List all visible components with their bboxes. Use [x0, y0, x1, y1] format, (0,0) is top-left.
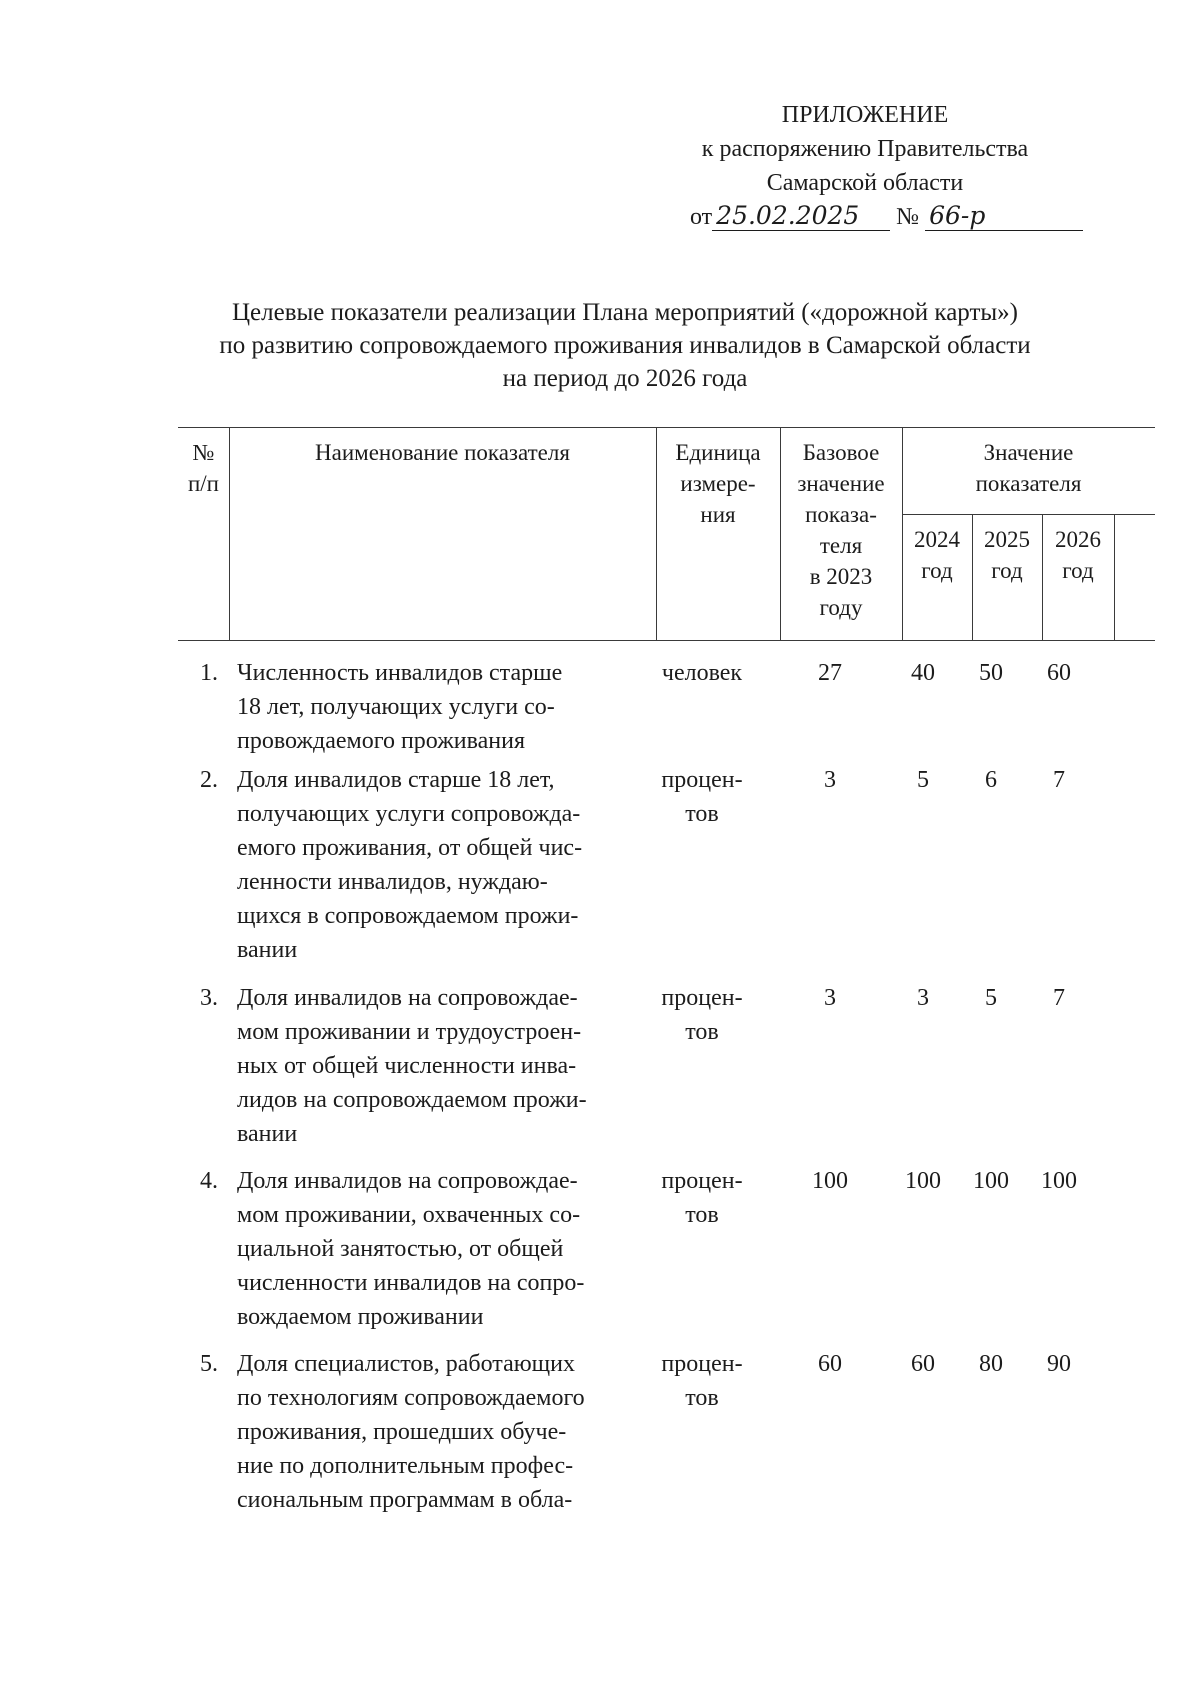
row-name-line: щихся в сопровождаемом прожи- [237, 903, 579, 929]
row-value-2024: 60 [911, 1351, 935, 1377]
row-name-line: Доля инвалидов на сопровождае- [237, 985, 578, 1011]
table-row [178, 981, 1155, 1164]
row-value-2025: 5 [985, 985, 997, 1011]
row-number: 3. [200, 985, 218, 1011]
table-body [178, 656, 1155, 1530]
row-unit-line: процен- [661, 767, 743, 793]
row-name-line: вождаемом проживании [237, 1304, 484, 1330]
row-value-2026: 100 [1041, 1168, 1077, 1194]
header-base-line-5: в 2023 [809, 564, 873, 589]
row-value-2024: 100 [905, 1168, 941, 1194]
row-unit-line: процен- [661, 1168, 743, 1194]
date-prefix: от [690, 204, 713, 230]
header-value-line-2: показателя [975, 471, 1082, 496]
row-indicator-name [237, 763, 637, 967]
header-value-line-1: Значение [983, 440, 1074, 465]
title-line-1: Целевые показатели реализации Плана мероприятий («дорожной карты») [231, 299, 1019, 326]
row-indicator-name [237, 656, 637, 758]
row-unit-line: тов [685, 801, 719, 827]
table-row [178, 1347, 1155, 1530]
row-base-value: 3 [824, 985, 836, 1011]
row-name-line: Доля инвалидов на сопровождае- [237, 1168, 578, 1194]
row-indicator-name [237, 981, 637, 1151]
row-name-line: лидов на сопровождаемом прожи- [237, 1087, 587, 1113]
header-year-2026-label: год [1062, 558, 1094, 583]
header-base-line-1: Базовое [802, 440, 880, 465]
row-number: 5. [200, 1351, 218, 1377]
row-value-2024: 5 [917, 767, 929, 793]
row-value-2026: 60 [1047, 660, 1071, 686]
row-indicator-name [237, 1164, 637, 1334]
row-unit-line: процен- [661, 1351, 743, 1377]
header-year-2025-number: 2025 [984, 527, 1030, 552]
attachment-line-1: к распоряжению Правительства [701, 136, 1029, 162]
row-value-2026: 90 [1047, 1351, 1071, 1377]
row-unit-line: тов [685, 1385, 719, 1411]
row-name-line: ние по дополнительным профес- [237, 1453, 574, 1479]
attachment-title: ПРИЛОЖЕНИЕ [781, 102, 949, 128]
table-row [178, 763, 1155, 981]
header-year-2025 [972, 524, 1042, 640]
attachment-block [640, 98, 1090, 234]
row-value-2026: 7 [1053, 767, 1065, 793]
row-name-line: численности инвалидов на сопро- [237, 1270, 585, 1296]
header-base-line-2: значение [797, 471, 885, 496]
header-unit-line-3: ния [700, 502, 736, 527]
row-name-line: проживания, прошедших обуче- [237, 1419, 567, 1445]
row-name-line: циальной занятостью, от общей [237, 1236, 564, 1262]
header-base [780, 428, 902, 640]
table-header [178, 427, 1155, 641]
header-year-2024-label: год [921, 558, 953, 583]
row-name-line: ных от общей численности инва- [237, 1053, 577, 1079]
row-name-line: получающих услуги сопровожда- [237, 801, 581, 827]
row-base-value: 27 [818, 660, 842, 686]
header-num-line-1: № [192, 440, 215, 465]
header-value-group [902, 428, 1155, 504]
row-value-2024: 40 [911, 660, 935, 686]
row-name-line: сиональным программам в обла- [237, 1487, 573, 1513]
handwritten-date: 25.02.2025 [712, 202, 890, 231]
row-value-2025: 80 [979, 1351, 1003, 1377]
row-unit-line: человек [661, 660, 743, 686]
row-unit-line: тов [685, 1019, 719, 1045]
row-name-line: вании [237, 1121, 298, 1147]
row-value-2026: 7 [1053, 985, 1065, 1011]
row-unit [638, 763, 766, 831]
row-unit [638, 981, 766, 1049]
header-base-line-4: теля [819, 533, 863, 558]
row-name-line: Доля специалистов, работающих [237, 1351, 575, 1377]
row-value-2025: 100 [973, 1168, 1009, 1194]
header-subdivider [902, 514, 1155, 515]
row-base-value: 60 [818, 1351, 842, 1377]
row-unit [638, 1347, 766, 1415]
row-base-value: 3 [824, 767, 836, 793]
header-unit [656, 428, 780, 640]
header-year-2024-number: 2024 [914, 527, 960, 552]
header-name [229, 428, 656, 640]
row-unit-line: процен- [661, 985, 743, 1011]
header-name-text: Наименование показателя [315, 440, 570, 465]
row-name-line: ленности инвалидов, нуждаю- [237, 869, 548, 895]
row-name-line: мом проживании и трудоустроен- [237, 1019, 582, 1045]
table-row [178, 656, 1155, 763]
row-name-line: мом проживании, охваченных со- [237, 1202, 581, 1228]
title-line-2: по развитию сопровождаемого проживания инвалидов в Самарской области [219, 332, 1031, 359]
header-divider [1114, 514, 1115, 640]
row-name-line: 18 лет, получающих услуги со- [237, 694, 555, 720]
document-title [150, 296, 1100, 395]
row-value-2025: 6 [985, 767, 997, 793]
row-number: 2. [200, 767, 218, 793]
attachment-date-line [640, 200, 1090, 234]
header-num-line-2: п/п [187, 471, 219, 496]
row-name-line: Доля инвалидов старше 18 лет, [237, 767, 555, 793]
title-line-3: на период до 2026 года [502, 365, 748, 392]
header-base-line-3: показа- [805, 502, 877, 527]
header-year-2026 [1042, 524, 1114, 640]
attachment-line-2: Самарской области [766, 170, 964, 196]
table-row [178, 1164, 1155, 1347]
row-unit [638, 656, 766, 690]
row-name-line: вании [237, 937, 298, 963]
row-indicator-name [237, 1347, 637, 1517]
header-unit-line-1: Единица [675, 440, 761, 465]
header-year-2024 [902, 524, 972, 640]
row-name-line: емого проживания, от общей чис- [237, 835, 583, 861]
header-base-line-6: году [819, 595, 863, 620]
row-base-value: 100 [812, 1168, 848, 1194]
row-name-line: провождаемого проживания [237, 728, 526, 754]
row-unit-line: тов [685, 1202, 719, 1228]
row-unit [638, 1164, 766, 1232]
header-unit-line-2: измере- [680, 471, 756, 496]
row-name-line: Численность инвалидов старше [237, 660, 563, 686]
row-number: 4. [200, 1168, 218, 1194]
row-value-2025: 50 [979, 660, 1003, 686]
header-year-2025-label: год [991, 558, 1023, 583]
header-year-2026-number: 2026 [1055, 527, 1101, 552]
row-name-line: по технологиям сопровождаемого [237, 1385, 585, 1411]
row-number: 1. [200, 660, 218, 686]
header-num [178, 428, 229, 640]
number-sign: № [896, 204, 920, 230]
handwritten-number: 66-р [925, 202, 1083, 231]
row-value-2024: 3 [917, 985, 929, 1011]
